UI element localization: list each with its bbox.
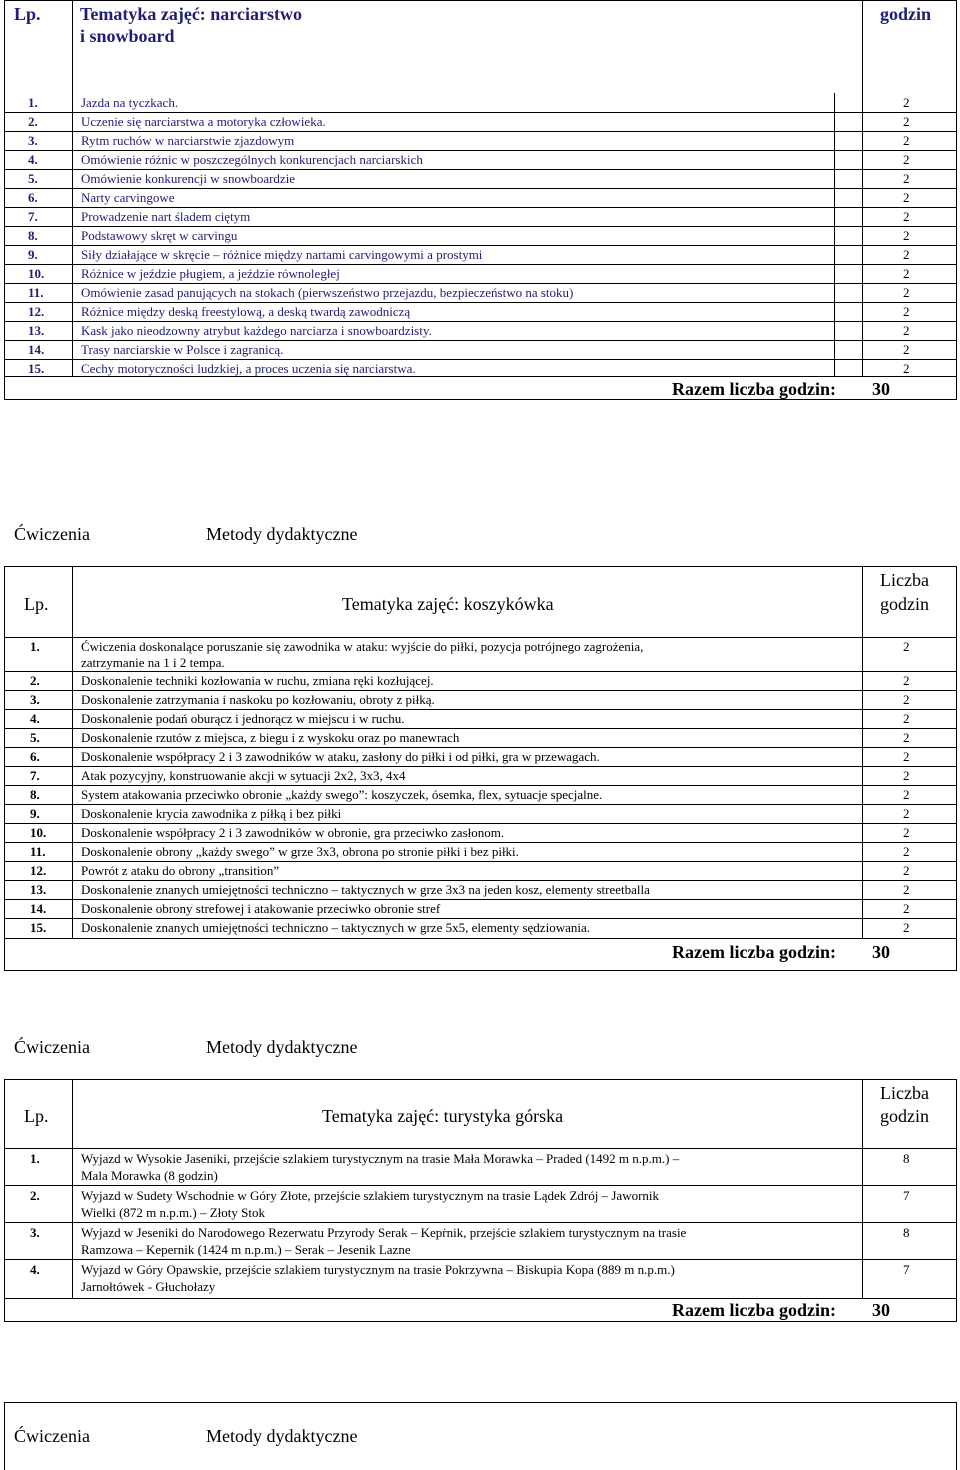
row-topic: Doskonalenie obrony „każdy swego” w grze 3x3, obrona po stronie piłki i bez piłki. (81, 844, 519, 859)
row-hours: 2 (903, 901, 910, 916)
row-topic: Doskonalenie podań oburącz i jednorącz w miejscu i w ruchu. (81, 711, 405, 726)
row-topic: Wyjazd w Góry Opawskie, przejście szlakiem turystycznym na trasie Pokrzywna – Biskupia Kopa (889 m n.p.m.) (81, 1262, 675, 1277)
row-hours: 2 (903, 133, 910, 148)
row-hours: 8 (903, 1151, 910, 1166)
row-topic: Rytm ruchów w narciarstwie zjazdowym (81, 133, 295, 148)
row-hours: 2 (903, 342, 910, 357)
row-number: 12. (30, 863, 47, 878)
row-number: 14. (30, 901, 47, 916)
row-topic: Doskonalenie znanych umiejętności techniczno – taktycznych w grze 5x5, elementy sędziowania. (81, 920, 590, 935)
total-value: 30 (872, 1300, 890, 1320)
row-topic: Omówienie różnic w poszczególnych konkurencjach narciarskich (81, 152, 423, 167)
row-topic: Uczenie się narciarstwa a motoryka człowieka. (81, 114, 326, 129)
row-topic: Doskonalenie obrony strefowej i atakowanie przeciwko obronie stref (81, 901, 441, 916)
section-metody: Metody dydaktyczne (206, 1426, 358, 1446)
row-number: 12. (28, 304, 45, 319)
row-hours: 2 (903, 673, 910, 688)
total-label: Razem liczba godzin: (672, 942, 836, 962)
row-number: 2. (30, 673, 40, 688)
row-topic-continued: Wielki (872 m n.p.m.) – Złoty Stok (81, 1205, 265, 1220)
row-hours: 2 (903, 863, 910, 878)
row-hours: 2 (903, 190, 910, 205)
row-topic: Doskonalenie współpracy 2 i 3 zawodników w ataku, zasłony do piłki i od piłki, gra w przewagach. (81, 749, 600, 764)
row-topic: Atak pozycyjny, konstruowanie akcji w sytuacji 2x2, 3x3, 4x4 (81, 768, 406, 783)
row-hours: 8 (903, 1225, 910, 1240)
row-number: 14. (28, 342, 45, 357)
row-topic: Doskonalenie techniki kozłowania w ruchu, zmiana ręki kozłującej. (81, 673, 434, 688)
row-hours: 2 (903, 825, 910, 840)
row-topic: Wyjazd w Wysokie Jaseniki, przejście szlakiem turystycznym na trasie Mała Morawka – Praded (1492 m n.p.m.) – (81, 1151, 680, 1166)
row-number: 11. (30, 844, 46, 859)
header-topic: Tematyka zajęć: turystyka górska (322, 1106, 564, 1126)
row-topic: Doskonalenie współpracy 2 i 3 zawodników w obronie, gra przeciwko zasłonom. (81, 825, 505, 840)
row-number: 9. (30, 806, 40, 821)
row-number: 6. (30, 749, 40, 764)
section-metody: Metody dydaktyczne (206, 1037, 358, 1057)
section-cwiczenia: Ćwiczenia (14, 524, 90, 544)
section-cwiczenia: Ćwiczenia (14, 1037, 90, 1057)
row-hours: 2 (903, 247, 910, 262)
header-lp: Lp. (24, 594, 49, 614)
total-label: Razem liczba godzin: (672, 1300, 836, 1320)
row-number: 3. (30, 692, 40, 707)
row-hours: 2 (903, 730, 910, 745)
row-number: 5. (28, 171, 38, 186)
row-hours: 2 (903, 171, 910, 186)
row-hours: 2 (903, 768, 910, 783)
row-hours: 2 (903, 209, 910, 224)
row-hours: 2 (903, 882, 910, 897)
total-label: Razem liczba godzin: (672, 379, 836, 399)
row-topic: Doskonalenie zatrzymania i naskoku po kozłowaniu, obroty z piłką. (81, 692, 435, 707)
row-number: 3. (30, 1225, 40, 1240)
row-topic-continued: Jarnołtówek - Głuchołazy (81, 1279, 216, 1294)
row-hours: 2 (903, 95, 910, 110)
total-value: 30 (872, 379, 890, 399)
row-number: 8. (28, 228, 38, 243)
row-hours: 2 (903, 323, 910, 338)
total-value: 30 (872, 942, 890, 962)
row-hours: 2 (903, 920, 910, 935)
header-hours-1: Liczba (880, 1083, 929, 1103)
header-topic-line2: i snowboard (80, 26, 175, 46)
header-hours-2: godzin (880, 594, 929, 614)
row-number: 1. (28, 95, 38, 110)
row-number: 13. (30, 882, 47, 897)
section-metody: Metody dydaktyczne (206, 524, 358, 544)
row-topic: Wyjazd w Jeseniki do Narodowego Rezerwatu Przyrody Serak – Kepṙnik, przejście szlakiem turystycznym na trasie (81, 1225, 687, 1240)
row-topic: Siły działające w skręcie – różnice między nartami carvingowymi a prostymi (81, 247, 483, 262)
row-number: 4. (30, 711, 40, 726)
row-hours: 2 (903, 711, 910, 726)
header-hours: godzin (880, 4, 932, 24)
row-number: 13. (28, 323, 45, 338)
row-topic: Omówienie zasad panujących na stokach (pierwszeństwo przejazdu, bezpieczeństwo na stoku) (81, 285, 574, 300)
row-topic: Narty carvingowe (81, 190, 175, 205)
row-number: 10. (28, 266, 45, 281)
row-hours: 2 (903, 787, 910, 802)
row-number: 1. (30, 639, 40, 654)
header-topic: Tematyka zajęć: koszykówka (342, 594, 554, 614)
row-topic: Doskonalenie znanych umiejętności techniczno – taktycznych w grze 3x3 na jeden kosz, elementy streetballa (81, 882, 650, 897)
row-topic: Omówienie konkurencji w snowboardzie (81, 171, 296, 186)
header-topic-line1: Tematyka zajęć: narciarstwo (80, 4, 302, 24)
row-number: 11. (28, 285, 44, 300)
row-topic: Kask jako nieodzowny atrybut każdego narciarza i snowboardzisty. (81, 323, 432, 338)
row-hours: 2 (903, 228, 910, 243)
row-number: 6. (28, 190, 38, 205)
row-number: 15. (30, 920, 47, 935)
row-hours: 2 (903, 844, 910, 859)
row-hours: 2 (903, 304, 910, 319)
row-topic: Ćwiczenia doskonalące poruszanie się zawodnika w ataku: wyjście do piłki, pozycja potrójnego zagrożenia, (81, 639, 644, 654)
row-hours: 2 (903, 692, 910, 707)
row-hours: 2 (903, 806, 910, 821)
row-hours: 2 (903, 152, 910, 167)
row-number: 4. (30, 1262, 40, 1277)
header-lp: Lp. (14, 4, 41, 24)
row-number: 1. (30, 1151, 40, 1166)
row-hours: 7 (903, 1188, 910, 1203)
row-hours: 2 (903, 285, 910, 300)
row-hours: 2 (903, 114, 910, 129)
row-number: 2. (30, 1188, 40, 1203)
row-topic-continued: Mala Morawka (8 godzin) (81, 1168, 218, 1183)
row-topic: Doskonalenie krycia zawodnika z piłką i bez piłki (81, 806, 342, 821)
row-topic: Doskonalenie rzutów z miejsca, z biegu i z wyskoku oraz po manewrach (81, 730, 460, 745)
row-topic: Podstawowy skręt w carvingu (81, 228, 238, 243)
header-hours-1: Liczba (880, 570, 929, 590)
row-topic: Trasy narciarskie w Polsce i zagranicą. (81, 342, 284, 357)
row-number: 7. (30, 768, 40, 783)
row-topic: Jazda na tyczkach. (81, 95, 179, 110)
row-number: 15. (28, 361, 45, 376)
row-topic: Cechy motoryczności ludzkiej, a proces uczenia się narciarstwa. (81, 361, 416, 376)
row-hours: 2 (903, 361, 910, 376)
row-topic: Różnice między deską freestylową, a deską twardą zawodniczą (81, 304, 411, 319)
row-number: 4. (28, 152, 38, 167)
row-number: 9. (28, 247, 38, 262)
row-number: 3. (28, 133, 38, 148)
row-number: 7. (28, 209, 38, 224)
row-hours: 7 (903, 1262, 910, 1277)
row-topic-continued: Ramzowa – Kepernik (1424 m n.p.m.) – Serak – Jesenik Lazne (81, 1242, 411, 1257)
row-number: 2. (28, 114, 38, 129)
section-cwiczenia: Ćwiczenia (14, 1426, 90, 1446)
row-number: 10. (30, 825, 47, 840)
row-number: 5. (30, 730, 40, 745)
row-topic-continued: zatrzymanie na 1 i 2 tempa. (81, 655, 225, 670)
row-topic: Powrót z ataku do obrony „transition” (81, 863, 280, 878)
row-hours: 2 (903, 266, 910, 281)
row-hours: 2 (903, 749, 910, 764)
header-lp: Lp. (24, 1106, 49, 1126)
row-topic: Prowadzenie nart śladem ciętym (81, 209, 251, 224)
row-topic: System atakowania przeciwko obronie „każdy swego”: koszyczek, ósemka, flex, sytuacje specjalne. (81, 787, 603, 802)
row-topic: Różnice w jeździe pługiem, a jeździe równoległej (81, 266, 340, 281)
header-hours-2: godzin (880, 1106, 929, 1126)
row-number: 8. (30, 787, 40, 802)
row-hours: 2 (903, 639, 910, 654)
row-topic: Wyjazd w Sudety Wschodnie w Góry Złote, przejście szlakiem turystycznym na trasie Lądek Zdrój – Jawornik (81, 1188, 660, 1203)
